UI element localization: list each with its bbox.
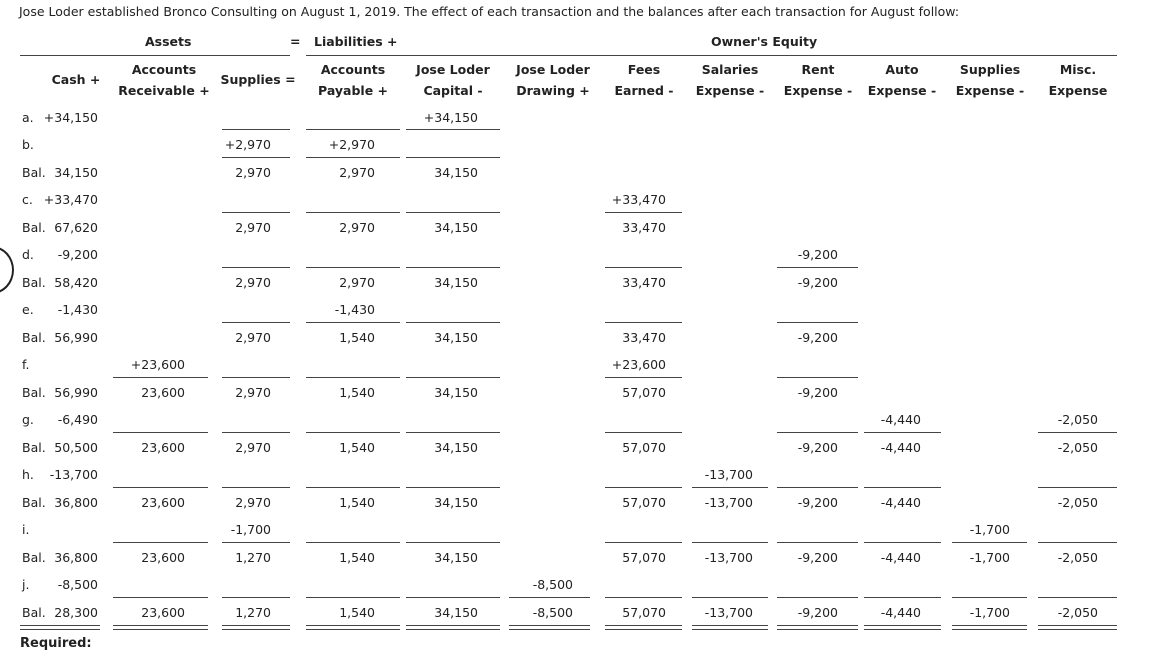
table-cell: 1,540 xyxy=(339,385,375,400)
double-rule xyxy=(1038,625,1117,630)
underline-rule xyxy=(864,432,941,433)
table-cell: 34,150 xyxy=(434,220,478,235)
double-rule xyxy=(406,625,500,630)
underline-rule xyxy=(692,487,768,488)
column-header xyxy=(1023,59,1133,101)
underline-rule xyxy=(777,597,858,598)
underline-rule xyxy=(306,542,400,543)
underline-rule xyxy=(222,597,290,598)
table-cell: -1,700 xyxy=(230,522,271,537)
table-cell: +34,150 xyxy=(423,110,478,125)
double-rule xyxy=(777,625,858,630)
table-cell: 2,970 xyxy=(339,275,375,290)
column-header-line: Accounts xyxy=(131,62,197,77)
table-cell: 23,600 xyxy=(141,550,185,565)
table-cell: 23,600 xyxy=(141,385,185,400)
table-cell: -1,430 xyxy=(57,302,98,317)
column-header-line: Expense xyxy=(1048,83,1108,98)
table-cell: 34,150 xyxy=(434,385,478,400)
double-rule xyxy=(20,625,100,630)
table-cell: 67,620 xyxy=(54,220,98,235)
underline-rule xyxy=(113,432,208,433)
table-cell: 2,970 xyxy=(235,220,271,235)
table-cell: -2,050 xyxy=(1057,605,1098,620)
table-cell: -9,200 xyxy=(797,605,838,620)
underline-rule xyxy=(222,377,290,378)
table-cell: 34,150 xyxy=(434,440,478,455)
underline-rule xyxy=(605,542,682,543)
row-label: f. xyxy=(22,357,30,372)
row-label: Bal. xyxy=(22,275,46,290)
underline-rule xyxy=(306,377,400,378)
table-cell: 58,420 xyxy=(54,275,98,290)
underline-rule xyxy=(777,267,858,268)
underline-rule xyxy=(306,597,400,598)
row-label: Bal. xyxy=(22,495,46,510)
underline-rule xyxy=(406,267,500,268)
table-cell: -13,700 xyxy=(704,495,753,510)
underline-rule xyxy=(864,487,941,488)
underline-rule xyxy=(605,377,682,378)
column-header xyxy=(298,59,408,101)
underline-rule xyxy=(692,597,768,598)
table-cell: 34,150 xyxy=(54,165,98,180)
column-header-line: Expense - xyxy=(867,83,937,98)
table-cell: 57,070 xyxy=(622,605,666,620)
column-header-line: Expense - xyxy=(783,83,853,98)
row-label: Bal. xyxy=(22,550,46,565)
table-cell: -9,200 xyxy=(797,247,838,262)
required-heading: Required: xyxy=(20,636,92,651)
underline-rule xyxy=(406,129,500,130)
column-header xyxy=(203,69,313,90)
table-cell: 57,070 xyxy=(622,550,666,565)
table-cell: 2,970 xyxy=(339,165,375,180)
table-cell: 2,970 xyxy=(339,220,375,235)
table-cell: -2,050 xyxy=(1057,550,1098,565)
table-cell: +23,600 xyxy=(130,357,185,372)
column-header-line: Accounts xyxy=(320,62,386,77)
double-rule xyxy=(952,625,1027,630)
table-cell: -9,200 xyxy=(797,440,838,455)
table-cell: -1,430 xyxy=(334,302,375,317)
column-header xyxy=(398,59,508,101)
underline-rule xyxy=(113,377,208,378)
table-cell: -8,500 xyxy=(532,605,573,620)
underline-rule xyxy=(777,432,858,433)
column-header-line: Rent xyxy=(801,62,835,77)
table-cell: 23,600 xyxy=(141,605,185,620)
underline-rule xyxy=(777,322,858,323)
underline-rule xyxy=(777,542,858,543)
row-label: c. xyxy=(22,192,33,207)
underline-rule xyxy=(952,597,1027,598)
table-cell: -9,200 xyxy=(797,275,838,290)
column-header-line: Expense - xyxy=(695,83,765,98)
table-cell: 23,600 xyxy=(141,440,185,455)
table-cell: 2,970 xyxy=(235,275,271,290)
row-label: j. xyxy=(22,577,30,592)
underline-rule xyxy=(952,542,1027,543)
underline-rule xyxy=(306,129,400,130)
table-cell: -6,490 xyxy=(57,412,98,427)
table-cell: 2,970 xyxy=(235,440,271,455)
table-cell: +2,970 xyxy=(328,137,375,152)
underline-rule xyxy=(222,487,290,488)
table-cell: 56,990 xyxy=(54,385,98,400)
underline-rule xyxy=(306,487,400,488)
column-header-line: Misc. xyxy=(1059,62,1097,77)
underline-rule xyxy=(605,432,682,433)
table-cell: 56,990 xyxy=(54,330,98,345)
group-assets: Assets xyxy=(145,34,192,49)
row-label: i. xyxy=(22,522,30,537)
assets-rule xyxy=(20,55,290,56)
underline-rule xyxy=(605,487,682,488)
table-cell: -13,700 xyxy=(704,467,753,482)
column-header-line: Jose Loder xyxy=(416,62,490,77)
row-label: b. xyxy=(22,137,34,152)
double-rule xyxy=(692,625,768,630)
table-cell: -9,200 xyxy=(57,247,98,262)
column-header-line: Payable + xyxy=(318,83,388,98)
underline-rule xyxy=(1038,487,1117,488)
table-cell: -2,050 xyxy=(1057,495,1098,510)
table-cell: -9,200 xyxy=(797,550,838,565)
table-cell: 57,070 xyxy=(622,385,666,400)
table-cell: 1,540 xyxy=(339,440,375,455)
row-label: Bal. xyxy=(22,605,46,620)
row-label: d. xyxy=(22,247,34,262)
row-label: a. xyxy=(22,110,34,125)
table-cell: 33,470 xyxy=(622,220,666,235)
table-cell: -4,440 xyxy=(880,495,921,510)
underline-rule xyxy=(113,542,208,543)
table-cell: 34,150 xyxy=(434,165,478,180)
underline-rule xyxy=(222,212,290,213)
table-cell: 33,470 xyxy=(622,275,666,290)
underline-rule xyxy=(1038,542,1117,543)
underline-rule xyxy=(406,597,500,598)
table-cell: 50,500 xyxy=(54,440,98,455)
underline-rule xyxy=(306,432,400,433)
row-label: Bal. xyxy=(22,330,46,345)
intro-text: Jose Loder established Bronco Consulting on August 1, 2019. The effect of each transaction and the balances after each transaction for August follow: xyxy=(19,4,960,19)
table-cell: 1,270 xyxy=(235,605,271,620)
table-cell: -9,200 xyxy=(797,495,838,510)
group-owners-equity: Owner's Equity xyxy=(711,34,818,49)
table-cell: 1,540 xyxy=(339,550,375,565)
table-cell: -4,440 xyxy=(880,440,921,455)
group-liabilities: Liabilities + xyxy=(314,34,398,49)
table-cell: 23,600 xyxy=(141,495,185,510)
table-cell: -4,440 xyxy=(880,412,921,427)
underline-rule xyxy=(406,487,500,488)
row-label: g. xyxy=(22,412,34,427)
column-header-line: Salaries xyxy=(701,62,759,77)
underline-rule xyxy=(1038,597,1117,598)
underline-rule xyxy=(605,322,682,323)
table-cell: 1,540 xyxy=(339,605,375,620)
table-cell: 57,070 xyxy=(622,440,666,455)
table-cell: -13,700 xyxy=(704,550,753,565)
underline-rule xyxy=(306,157,400,158)
partial-circle-decoration xyxy=(0,246,14,294)
underline-rule xyxy=(306,267,400,268)
table-cell: 2,970 xyxy=(235,165,271,180)
table-cell: -4,440 xyxy=(880,605,921,620)
double-rule xyxy=(864,625,941,630)
table-cell: -2,050 xyxy=(1057,440,1098,455)
underline-rule xyxy=(777,377,858,378)
table-cell: 2,970 xyxy=(235,330,271,345)
table-cell: +23,600 xyxy=(611,357,666,372)
underline-rule xyxy=(222,129,290,130)
table-cell: -13,700 xyxy=(49,467,98,482)
underline-rule xyxy=(605,212,682,213)
underline-rule xyxy=(692,542,768,543)
underline-rule xyxy=(406,432,500,433)
table-cell: 34,150 xyxy=(434,275,478,290)
equity-rule xyxy=(306,55,1117,56)
column-header-line: Drawing + xyxy=(516,83,590,98)
underline-rule xyxy=(306,322,400,323)
column-header-line: Fees xyxy=(627,62,661,77)
table-cell: -1,700 xyxy=(969,522,1010,537)
underline-rule xyxy=(113,487,208,488)
row-label: Bal. xyxy=(22,440,46,455)
table-cell: 33,470 xyxy=(622,330,666,345)
column-header-line: Supplies xyxy=(959,62,1021,77)
table-cell: -8,500 xyxy=(532,577,573,592)
table-cell: +34,150 xyxy=(43,110,98,125)
column-header-line: Capital - xyxy=(423,83,483,98)
underline-rule xyxy=(864,542,941,543)
underline-rule xyxy=(605,597,682,598)
table-cell: 1,540 xyxy=(339,330,375,345)
table-cell: -13,700 xyxy=(704,605,753,620)
underline-rule xyxy=(222,157,290,158)
underline-rule xyxy=(406,377,500,378)
table-cell: 34,150 xyxy=(434,330,478,345)
column-header-line: Earned - xyxy=(614,83,674,98)
table-cell: -9,200 xyxy=(797,385,838,400)
table-cell: +2,970 xyxy=(224,137,271,152)
table-cell: 36,800 xyxy=(54,550,98,565)
table-cell: -1,700 xyxy=(969,550,1010,565)
table-cell: -2,050 xyxy=(1057,412,1098,427)
row-label: Bal. xyxy=(22,220,46,235)
row-label: e. xyxy=(22,302,34,317)
underline-rule xyxy=(777,487,858,488)
column-header-line: Supplies = xyxy=(220,72,296,87)
double-rule xyxy=(113,625,208,630)
row-label: h. xyxy=(22,467,34,482)
underline-rule xyxy=(406,157,500,158)
column-header-line: Jose Loder xyxy=(516,62,590,77)
column-header-line: Cash + xyxy=(51,72,101,87)
underline-rule xyxy=(222,542,290,543)
column-header-line: Receivable + xyxy=(118,83,210,98)
table-cell: 36,800 xyxy=(54,495,98,510)
underline-rule xyxy=(1038,432,1117,433)
double-rule xyxy=(306,625,400,630)
table-cell: 2,970 xyxy=(235,495,271,510)
column-header-line: Expense - xyxy=(955,83,1025,98)
table-cell: 34,150 xyxy=(434,605,478,620)
row-label: Bal. xyxy=(22,165,46,180)
double-rule xyxy=(222,625,290,630)
table-cell: 1,540 xyxy=(339,495,375,510)
underline-rule xyxy=(113,597,208,598)
table-cell: 2,970 xyxy=(235,385,271,400)
table-cell: +33,470 xyxy=(611,192,666,207)
double-rule xyxy=(509,625,590,630)
table-cell: -4,440 xyxy=(880,550,921,565)
table-cell: 28,300 xyxy=(54,605,98,620)
underline-rule xyxy=(605,267,682,268)
underline-rule xyxy=(222,267,290,268)
column-header-line: Auto xyxy=(885,62,919,77)
underline-rule xyxy=(222,322,290,323)
underline-rule xyxy=(864,597,941,598)
table-cell: 34,150 xyxy=(434,550,478,565)
underline-rule xyxy=(509,597,590,598)
row-label: Bal. xyxy=(22,385,46,400)
underline-rule xyxy=(306,212,400,213)
underline-rule xyxy=(406,542,500,543)
table-cell: +33,470 xyxy=(43,192,98,207)
underline-rule xyxy=(406,212,500,213)
table-cell: -9,200 xyxy=(797,330,838,345)
group-equals: = xyxy=(290,34,301,49)
table-cell: -1,700 xyxy=(969,605,1010,620)
underline-rule xyxy=(222,432,290,433)
table-cell: -8,500 xyxy=(57,577,98,592)
table-cell: 57,070 xyxy=(622,495,666,510)
table-cell: 34,150 xyxy=(434,495,478,510)
underline-rule xyxy=(406,322,500,323)
double-rule xyxy=(605,625,682,630)
table-cell: 1,270 xyxy=(235,550,271,565)
